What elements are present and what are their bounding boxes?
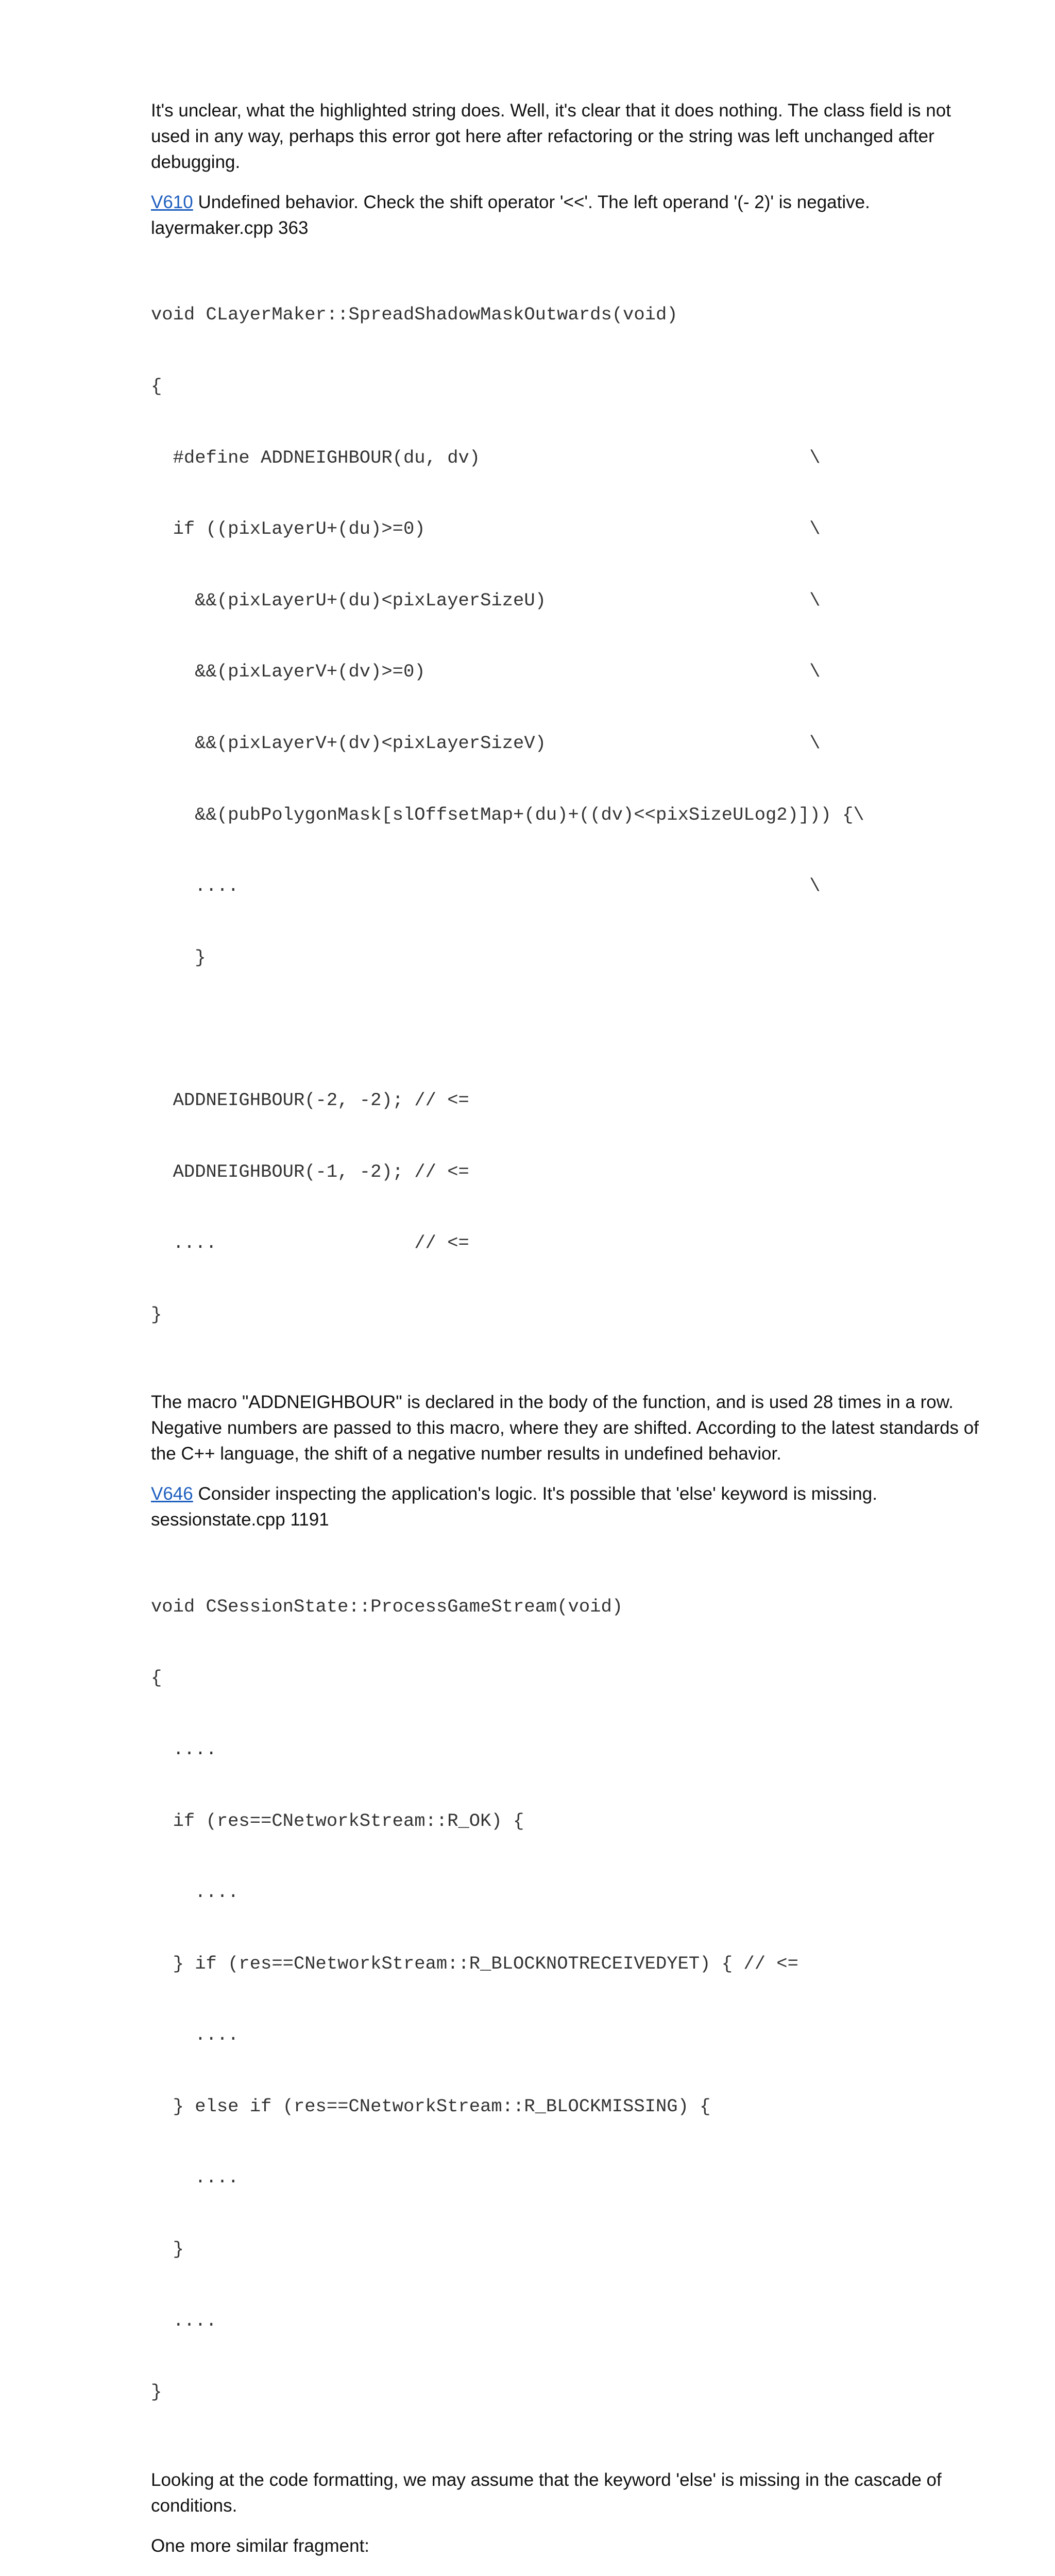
v646-text: Consider inspecting the application's logic. It's possible that 'else' keyword is missing. sessionstate.cpp 1191 — [151, 1484, 877, 1530]
v610-text: Undefined behavior. Check the shift operator '<<'. The left operand '(- 2)' is negative. layermaker.cpp 363 — [151, 192, 870, 238]
paragraph-similar-fragment: One more similar fragment: — [151, 2533, 985, 2559]
code-block-layermaker — [151, 256, 985, 1374]
code-line: if ((pixLayerU+(du)>=0) \ — [151, 517, 985, 541]
code-line — [151, 1017, 985, 1041]
v610-link[interactable]: V610 — [151, 192, 193, 212]
code-line: .... \ — [151, 874, 985, 898]
code-line: &&(pixLayerV+(dv)<pixLayerSizeV) \ — [151, 732, 985, 755]
code-line: } if (res==CNetworkStream::R_BLOCKNOTRECEIVEDYET) { // <= — [151, 1952, 985, 1976]
diagnostic-v610 — [151, 190, 985, 241]
code-line: } — [151, 2380, 985, 2404]
code-line: } else if (res==CNetworkStream::R_BLOCKMISSING) { — [151, 2095, 985, 2119]
code-line: .... — [151, 2309, 985, 2333]
paragraph-formatting-note: Looking at the code formatting, we may assume that the keyword 'else' is missing in the cascade of conditions. — [151, 2467, 985, 2519]
code-line: .... — [151, 2023, 985, 2047]
code-line: if (res==CNetworkStream::R_OK) { — [151, 1809, 985, 1833]
code-line: .... — [151, 2166, 985, 2190]
code-line: .... // <= — [151, 1231, 985, 1255]
diagnostic-v646 — [151, 1481, 985, 1533]
code-line: } — [151, 946, 985, 970]
code-line: ADDNEIGHBOUR(-1, -2); // <= — [151, 1160, 985, 1184]
similar-fragments-list — [151, 2573, 985, 2576]
v646-link[interactable]: V646 — [151, 1484, 193, 1504]
document-page — [151, 98, 985, 2576]
paragraph-macro-explanation: The macro "ADDNEIGHBOUR" is declared in the body of the function, and is used 28 times in a row. Negative numbers are passed to this macro, where they are shifted. According to the latest standards of the C++ language, the shift of a negative number results in undefined behavior. — [151, 1389, 985, 1467]
code-line: #define ADDNEIGHBOUR(du, dv) \ — [151, 446, 985, 470]
code-line: ADDNEIGHBOUR(-2, -2); // <= — [151, 1089, 985, 1112]
code-line: &&(pixLayerV+(dv)>=0) \ — [151, 660, 985, 684]
code-line: void CLayerMaker::SpreadShadowMaskOutwards(void) — [151, 303, 985, 327]
paragraph-intro: It's unclear, what the highlighted string does. Well, it's clear that it does nothing. The class field is not used in any way, perhaps this error got here after refactoring or the string was left unchanged after debugging. — [151, 98, 985, 175]
code-line: { — [151, 1666, 985, 1690]
code-line: &&(pubPolygonMask[slOffsetMap+(du)+((dv)<<pixSizeULog2)])) {\ — [151, 803, 985, 827]
list-item — [151, 2573, 985, 2576]
code-line: .... — [151, 1880, 985, 1904]
code-line: .... — [151, 1738, 985, 1761]
code-line: void CSessionState::ProcessGameStream(void) — [151, 1595, 985, 1619]
code-block-sessionstate — [151, 1547, 985, 2452]
code-line: } — [151, 2238, 985, 2261]
code-line: } — [151, 1303, 985, 1327]
code-line: &&(pixLayerU+(du)<pixLayerSizeU) \ — [151, 589, 985, 613]
code-line: { — [151, 375, 985, 398]
